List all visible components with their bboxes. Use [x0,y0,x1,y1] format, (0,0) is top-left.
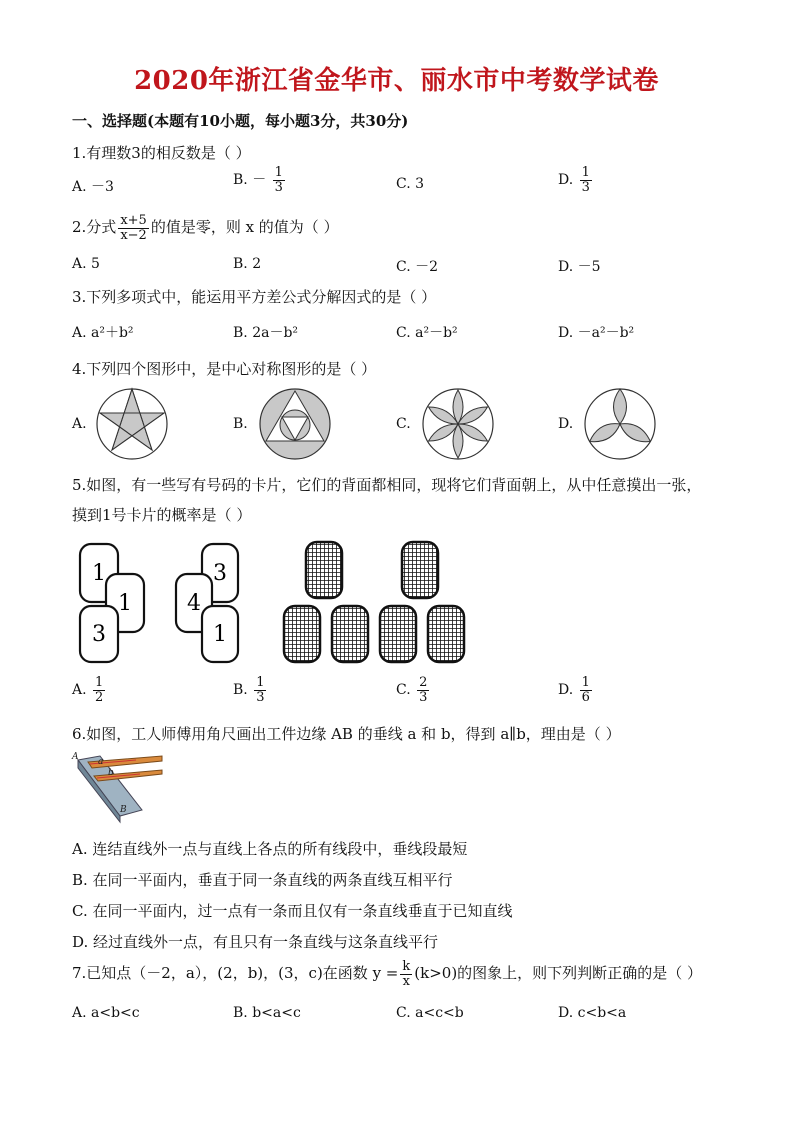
q1-option-b [233,166,287,194]
q5-option-b-label: B. [233,682,248,699]
q1-b-denominator: 3 [274,179,283,195]
q4-option-b-label: B. [233,416,248,432]
q1-option-a: A. －3 [72,179,114,195]
figure-label-A: A [72,752,79,762]
q3-option-d: D. －a²－b² [558,325,635,341]
q5-option-c-label: C. [396,682,411,699]
q5-option-a-label: A. [72,682,87,699]
pentagram-figure [95,387,169,461]
q7-option-d: D. c<b<a [558,1005,627,1021]
q1-option-d-label: D. [558,172,574,189]
q1-option-b-label: B. [233,172,248,189]
q7-post: (k>0)的图象上，则下列判断正确的是（ ） [414,964,702,983]
q2-option-c: C. －2 [396,259,439,275]
q5-c-numerator: 2 [419,675,428,690]
q4-option-d-label: D. [558,416,574,432]
card-right-2-number: 4 [187,591,201,616]
q5-d-denominator: 6 [581,689,590,705]
q3-option-c: C. a²－b² [396,325,458,341]
q3-option-b: B. 2a－b² [233,325,299,341]
q7-denominator: x [402,973,410,989]
q3-option-a: A. a²＋b² [72,325,134,341]
triangle-circle-figure [258,387,332,461]
q7-option-a: A. a<b<c [72,1005,140,1021]
question-4-stem: 4.下列四个图形中，是中心对称图形的是（ ） [72,360,377,378]
q7-pre: 7.已知点（－2，a），(2，b)，(3，c)在函数 y = [72,964,399,983]
q5-b-denominator: 3 [256,689,265,705]
q5-option-d [558,676,594,704]
q6-option-c: C. 在同一平面内，过一点有一条而且仅有一条直线垂直于已知直线 [72,902,513,920]
figure-label-a: a [98,757,104,767]
q5-option-a [72,676,107,704]
card-back-4 [332,606,368,662]
q2-denominator: x−2 [120,227,147,243]
question-1-stem: 1.有理数3的相反数是（ ） [72,144,251,162]
q2-pre: 2.分式 [72,218,117,237]
card-back-1 [306,542,342,598]
card-back-2 [402,542,438,598]
q1-b-numerator: 1 [274,165,283,180]
q5-option-b [233,676,268,704]
q1-d-denominator: 3 [581,179,590,195]
card-back-6 [428,606,464,662]
q1-option-d [558,166,594,194]
q2-option-b: B. 2 [233,256,262,272]
q2-option-a: A. 5 [72,256,100,272]
q5-option-c [396,676,431,704]
q5-d-numerator: 1 [581,675,590,690]
question-5-line-2: 摸到1号卡片的概率是（ ） [72,506,252,524]
q6-option-d: D. 经过直线外一点，有且只有一条直线与这条直线平行 [72,933,439,951]
figure-label-b: b [108,768,114,778]
section-heading: 一、选择题(本题有10小题，每小题3分，共30分) [72,112,409,130]
six-petal-figure [421,387,495,461]
q5-a-numerator: 1 [95,675,104,690]
three-petal-figure [583,387,657,461]
q1-d-numerator: 1 [581,165,590,180]
q1-option-b-sign: － [252,172,267,189]
card-right-1-number: 3 [213,561,227,586]
q1-option-c: C. 3 [396,176,425,192]
card-right-3-number: 1 [213,622,227,647]
q5-option-d-label: D. [558,682,574,699]
q7-option-c: C. a<c<b [396,1005,464,1021]
q5-a-denominator: 2 [95,689,104,705]
card-left-2-number: 1 [118,591,132,616]
q2-numerator: x+5 [120,213,147,228]
question-6-stem: 6.如图，工人师傅用角尺画出工件边缘 AB 的垂线 a 和 b，得到 a∥b，理由是（ ） [72,725,621,743]
q2-post: 的值是零，则 x 的值为（ ） [150,218,339,237]
page-title: 2020年浙江省金华市、丽水市中考数学试卷 [134,66,659,96]
question-3-stem: 3.下列多项式中，能运用平方差公式分解因式的是（ ） [72,288,437,306]
q7-numerator: k [402,959,411,974]
question-7-stem [72,960,702,988]
card-back-5 [380,606,416,662]
q4-option-c-label: C. [396,416,411,432]
q5-b-numerator: 1 [256,675,265,690]
figure-label-B: B [120,805,127,815]
q2-option-d: D. －5 [558,259,601,275]
cards-figure [76,540,476,666]
q4-option-a-label: A. [72,416,87,432]
card-left-1-number: 1 [92,561,106,586]
q6-option-b: B. 在同一平面内，垂直于同一条直线的两条直线互相平行 [72,871,453,889]
q7-option-b: B. b<a<c [233,1005,301,1021]
card-left-3-number: 3 [92,622,106,647]
question-5-line-1: 5.如图，有一些写有号码的卡片，它们的背面都相同，现将它们背面朝上，从中任意摸出一张， [72,476,702,494]
try-square-figure [70,748,166,824]
q5-c-denominator: 3 [419,689,428,705]
question-2-stem [72,214,339,242]
card-back-3 [284,606,320,662]
q6-option-a: A. 连结直线外一点与直线上各点的所有线段中，垂线段最短 [72,840,468,858]
